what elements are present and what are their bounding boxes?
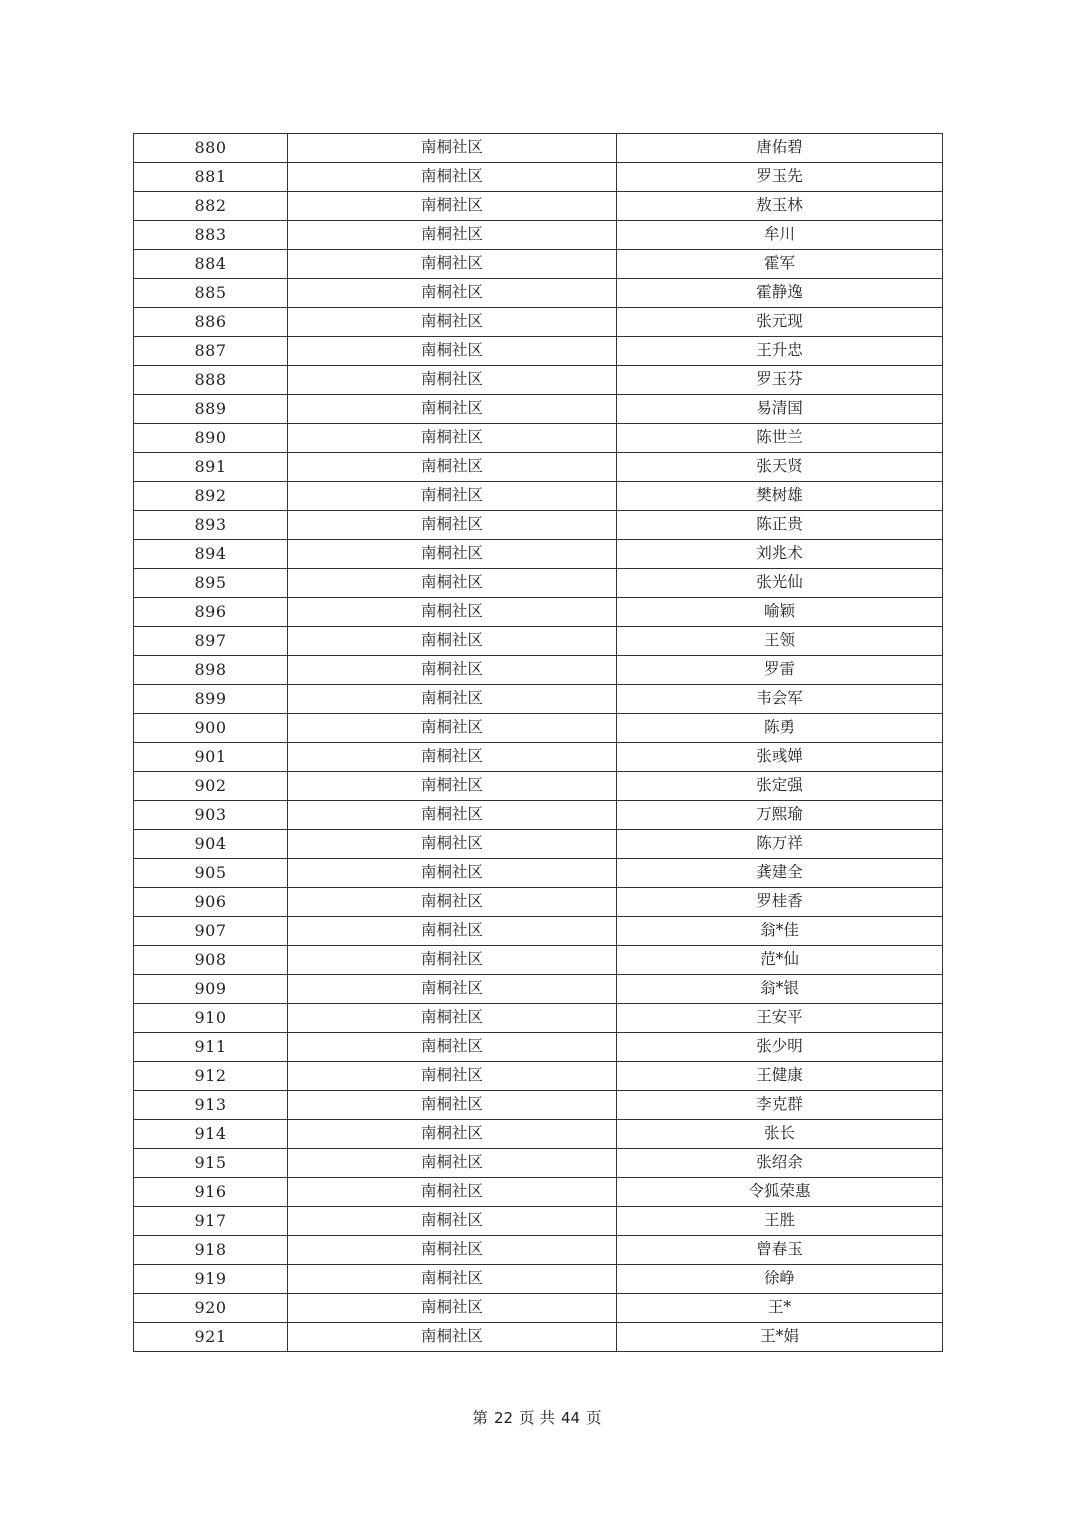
cell-index: 899	[134, 685, 288, 714]
cell-name: 万熙瑜	[617, 801, 943, 830]
cell-community: 南桐社区	[288, 250, 617, 279]
table-row	[134, 946, 943, 975]
cell-index: 901	[134, 743, 288, 772]
cell-name: 王领	[617, 627, 943, 656]
cell-index: 907	[134, 917, 288, 946]
cell-index: 896	[134, 598, 288, 627]
cell-name: 翁*银	[617, 975, 943, 1004]
cell-community: 南桐社区	[288, 656, 617, 685]
table-row	[134, 1004, 943, 1033]
cell-community: 南桐社区	[288, 917, 617, 946]
cell-index: 892	[134, 482, 288, 511]
cell-community: 南桐社区	[288, 975, 617, 1004]
cell-index: 884	[134, 250, 288, 279]
cell-index: 915	[134, 1149, 288, 1178]
cell-community: 南桐社区	[288, 569, 617, 598]
cell-index: 916	[134, 1178, 288, 1207]
cell-name: 张定强	[617, 772, 943, 801]
cell-name: 令狐荣惠	[617, 1178, 943, 1207]
cell-community: 南桐社区	[288, 511, 617, 540]
cell-community: 南桐社区	[288, 1265, 617, 1294]
cell-index: 881	[134, 163, 288, 192]
table-row	[134, 366, 943, 395]
cell-community: 南桐社区	[288, 366, 617, 395]
table-row	[134, 395, 943, 424]
cell-community: 南桐社区	[288, 1207, 617, 1236]
cell-community: 南桐社区	[288, 163, 617, 192]
cell-name: 王安平	[617, 1004, 943, 1033]
cell-community: 南桐社区	[288, 859, 617, 888]
cell-index: 894	[134, 540, 288, 569]
cell-index: 912	[134, 1062, 288, 1091]
cell-community: 南桐社区	[288, 1004, 617, 1033]
cell-community: 南桐社区	[288, 395, 617, 424]
table-row	[134, 569, 943, 598]
table-row	[134, 134, 943, 163]
table-row	[134, 714, 943, 743]
cell-name: 易清国	[617, 395, 943, 424]
cell-index: 905	[134, 859, 288, 888]
table-row	[134, 1236, 943, 1265]
cell-community: 南桐社区	[288, 888, 617, 917]
table-row	[134, 250, 943, 279]
cell-name: 徐峥	[617, 1265, 943, 1294]
table-row	[134, 1178, 943, 1207]
cell-index: 913	[134, 1091, 288, 1120]
cell-index: 888	[134, 366, 288, 395]
cell-community: 南桐社区	[288, 714, 617, 743]
cell-index: 882	[134, 192, 288, 221]
cell-name: 罗桂香	[617, 888, 943, 917]
table-row	[134, 1265, 943, 1294]
cell-index: 908	[134, 946, 288, 975]
cell-community: 南桐社区	[288, 743, 617, 772]
cell-name: 曾春玉	[617, 1236, 943, 1265]
table-row	[134, 279, 943, 308]
cell-index: 893	[134, 511, 288, 540]
table-row	[134, 801, 943, 830]
table-body	[134, 134, 943, 1352]
table-row	[134, 859, 943, 888]
cell-name: 张天贤	[617, 453, 943, 482]
cell-index: 902	[134, 772, 288, 801]
table-row	[134, 1033, 943, 1062]
cell-community: 南桐社区	[288, 685, 617, 714]
cell-community: 南桐社区	[288, 337, 617, 366]
table-row	[134, 1323, 943, 1352]
cell-index: 918	[134, 1236, 288, 1265]
table-row	[134, 482, 943, 511]
cell-community: 南桐社区	[288, 482, 617, 511]
cell-community: 南桐社区	[288, 540, 617, 569]
cell-name: 张彧婵	[617, 743, 943, 772]
cell-community: 南桐社区	[288, 1236, 617, 1265]
cell-name: 陈勇	[617, 714, 943, 743]
table-row	[134, 192, 943, 221]
cell-index: 891	[134, 453, 288, 482]
cell-index: 920	[134, 1294, 288, 1323]
cell-name: 霍静逸	[617, 279, 943, 308]
cell-community: 南桐社区	[288, 598, 617, 627]
page-footer	[0, 1406, 1074, 1428]
footer-page-total: 44	[560, 1409, 581, 1427]
cell-community: 南桐社区	[288, 627, 617, 656]
cell-index: 911	[134, 1033, 288, 1062]
table-row	[134, 685, 943, 714]
table-row	[134, 337, 943, 366]
cell-index: 917	[134, 1207, 288, 1236]
cell-index: 903	[134, 801, 288, 830]
table-row	[134, 1149, 943, 1178]
cell-name: 罗雷	[617, 656, 943, 685]
cell-community: 南桐社区	[288, 1323, 617, 1352]
cell-index: 883	[134, 221, 288, 250]
cell-community: 南桐社区	[288, 1149, 617, 1178]
cell-community: 南桐社区	[288, 221, 617, 250]
cell-community: 南桐社区	[288, 801, 617, 830]
cell-index: 886	[134, 308, 288, 337]
cell-name: 陈世兰	[617, 424, 943, 453]
table-row	[134, 453, 943, 482]
table-row	[134, 888, 943, 917]
cell-index: 921	[134, 1323, 288, 1352]
cell-name: 王胜	[617, 1207, 943, 1236]
cell-community: 南桐社区	[288, 830, 617, 859]
cell-name: 刘兆术	[617, 540, 943, 569]
cell-name: 翁*佳	[617, 917, 943, 946]
table-row	[134, 540, 943, 569]
cell-name: 张绍余	[617, 1149, 943, 1178]
cell-index: 919	[134, 1265, 288, 1294]
cell-community: 南桐社区	[288, 1294, 617, 1323]
cell-index: 897	[134, 627, 288, 656]
cell-name: 张少明	[617, 1033, 943, 1062]
cell-index: 900	[134, 714, 288, 743]
cell-index: 910	[134, 1004, 288, 1033]
cell-name: 陈正贵	[617, 511, 943, 540]
table-row	[134, 1091, 943, 1120]
cell-name: 王升忠	[617, 337, 943, 366]
cell-index: 889	[134, 395, 288, 424]
cell-name: 樊树雄	[617, 482, 943, 511]
cell-name: 张元现	[617, 308, 943, 337]
cell-community: 南桐社区	[288, 424, 617, 453]
cell-community: 南桐社区	[288, 946, 617, 975]
cell-name: 张长	[617, 1120, 943, 1149]
table-row	[134, 627, 943, 656]
cell-community: 南桐社区	[288, 1091, 617, 1120]
cell-name: 罗玉芬	[617, 366, 943, 395]
footer-prefix: 第	[472, 1409, 488, 1427]
table-row	[134, 1207, 943, 1236]
cell-index: 914	[134, 1120, 288, 1149]
table-row	[134, 1120, 943, 1149]
footer-mid: 页 共	[519, 1409, 555, 1427]
cell-name: 王*娟	[617, 1323, 943, 1352]
cell-name: 张光仙	[617, 569, 943, 598]
cell-name: 唐佑碧	[617, 134, 943, 163]
cell-name: 陈万祥	[617, 830, 943, 859]
cell-index: 906	[134, 888, 288, 917]
table-row	[134, 424, 943, 453]
roster-table	[133, 133, 943, 1352]
cell-community: 南桐社区	[288, 134, 617, 163]
footer-suffix: 页	[586, 1409, 602, 1427]
cell-community: 南桐社区	[288, 1178, 617, 1207]
cell-name: 敖玉林	[617, 192, 943, 221]
cell-name: 韦会军	[617, 685, 943, 714]
cell-name: 牟川	[617, 221, 943, 250]
table-row	[134, 221, 943, 250]
cell-name: 王健康	[617, 1062, 943, 1091]
cell-index: 904	[134, 830, 288, 859]
cell-community: 南桐社区	[288, 308, 617, 337]
table-row	[134, 743, 943, 772]
cell-index: 895	[134, 569, 288, 598]
cell-index: 909	[134, 975, 288, 1004]
table-row	[134, 975, 943, 1004]
cell-index: 885	[134, 279, 288, 308]
table-row	[134, 917, 943, 946]
cell-community: 南桐社区	[288, 453, 617, 482]
table-row	[134, 598, 943, 627]
table-row	[134, 830, 943, 859]
cell-index: 887	[134, 337, 288, 366]
table-row	[134, 772, 943, 801]
cell-name: 王*	[617, 1294, 943, 1323]
cell-index: 890	[134, 424, 288, 453]
table-row	[134, 163, 943, 192]
cell-community: 南桐社区	[288, 1062, 617, 1091]
cell-name: 霍军	[617, 250, 943, 279]
cell-community: 南桐社区	[288, 1120, 617, 1149]
cell-community: 南桐社区	[288, 192, 617, 221]
table-row	[134, 656, 943, 685]
cell-name: 龚建全	[617, 859, 943, 888]
cell-community: 南桐社区	[288, 279, 617, 308]
footer-page-current: 22	[493, 1409, 514, 1427]
cell-name: 喻颖	[617, 598, 943, 627]
cell-name: 罗玉先	[617, 163, 943, 192]
cell-name: 范*仙	[617, 946, 943, 975]
cell-index: 880	[134, 134, 288, 163]
cell-name: 李克群	[617, 1091, 943, 1120]
table-row	[134, 308, 943, 337]
cell-community: 南桐社区	[288, 1033, 617, 1062]
table-row	[134, 1294, 943, 1323]
cell-index: 898	[134, 656, 288, 685]
table-row	[134, 511, 943, 540]
table-row	[134, 1062, 943, 1091]
cell-community: 南桐社区	[288, 772, 617, 801]
